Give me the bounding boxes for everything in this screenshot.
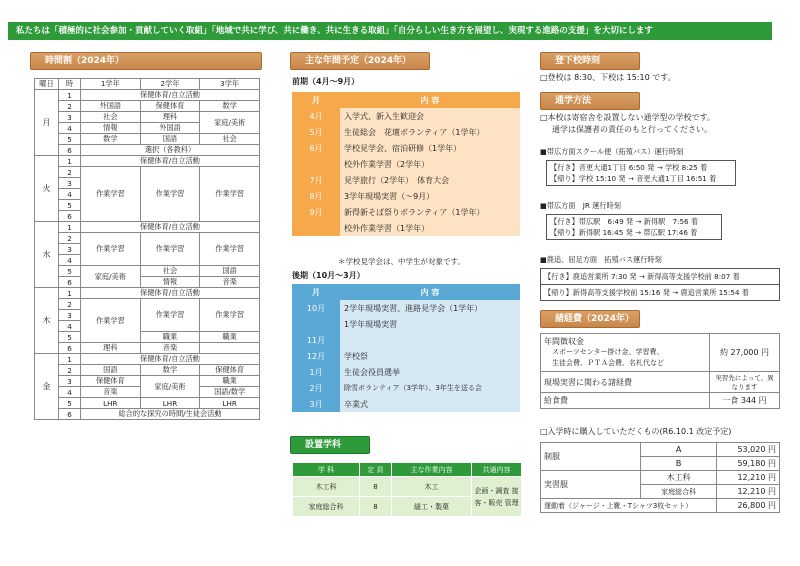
cell: 8 <box>359 477 391 497</box>
dept-header: 設置学科 <box>290 436 370 454</box>
th-month: 月 <box>292 92 340 108</box>
month: 11月 <box>292 332 340 348</box>
month: 10月 <box>292 300 340 316</box>
cell: 保健体育 <box>81 376 141 387</box>
event: 校外作業学習（2学年） <box>340 156 520 172</box>
th-content: 内 容 <box>340 284 520 300</box>
period: 4 <box>59 255 81 266</box>
th-day: 曜日 <box>35 79 59 90</box>
th-content: 内 容 <box>340 92 520 108</box>
cell: 数学 <box>200 101 260 112</box>
fee-value: 実習先によって、異なります <box>710 372 780 393</box>
cell: LHR <box>81 398 141 409</box>
event: 2学年現場実習、進路見学会（1学年） <box>340 300 520 316</box>
period: 3 <box>59 112 81 123</box>
event: 3学年現場実習（～9月） <box>340 188 520 204</box>
commute-l1: □本校は寄宿舎を設置しない通学型の学校です。 <box>540 113 715 122</box>
period: 3 <box>59 244 81 255</box>
price: 59,180 円 <box>717 457 780 471</box>
period: 5 <box>59 332 81 343</box>
cell: 音楽 <box>140 343 200 354</box>
event: 生徒総会 花壇ボランティア（1学年） <box>340 124 520 140</box>
sh-back: 【帰り】新得高等支援学校前 15:16 発 → 鹿追営業所 15:54 着 <box>544 288 749 297</box>
period: 4 <box>59 123 81 134</box>
cell: 作業学習 <box>81 167 141 222</box>
cell: 家庭総合科 <box>293 497 360 517</box>
period: 6 <box>59 277 81 288</box>
period: 5 <box>59 398 81 409</box>
period: 2 <box>59 101 81 112</box>
cell: 職業 <box>200 376 260 387</box>
commute-header: 通学方法 <box>540 92 640 110</box>
cell: 家庭/美術 <box>200 112 260 134</box>
cell: 保健体育 <box>140 101 200 112</box>
event: 見学旅行（2学年） 体育大会 <box>340 172 520 188</box>
cell: 国語/数学 <box>200 387 260 398</box>
bus-box <box>546 160 736 186</box>
cell: 外国語 <box>140 123 200 134</box>
event: 1学年現場実習 <box>340 316 520 332</box>
period: 6 <box>59 409 81 420</box>
cell: 家庭/美術 <box>81 266 141 288</box>
fee-desc: 生徒会費、ＰＴＡ会費、名札代など <box>552 359 664 367</box>
fees-table <box>540 333 780 409</box>
commute-l2: 通学は保護者の責任のもと行ってください。 <box>552 125 712 134</box>
cell: 選択（各教科） <box>81 145 260 156</box>
item: 運動着（ジャージ・上靴・Tシャツ3枚セット） <box>541 499 717 513</box>
period: 1 <box>59 156 81 167</box>
event: 学校祭 <box>340 348 520 364</box>
fee-value: 一食 344 円 <box>710 393 780 409</box>
th-period: 時 <box>59 79 81 90</box>
th: 定 員 <box>359 463 391 477</box>
first-half-table <box>292 92 520 236</box>
cell: 音楽 <box>81 387 141 398</box>
event: 生徒会役員選挙 <box>340 364 520 380</box>
period: 4 <box>59 387 81 398</box>
price: 26,800 円 <box>717 499 780 513</box>
variant: 家庭総合科 <box>641 485 717 499</box>
fees-header: 諸経費（2024年） <box>540 310 640 328</box>
cell: LHR <box>140 398 200 409</box>
cell <box>200 343 260 354</box>
bus-go: 【行き】音更大通1丁目 6:50 発 → 学校 8:25 着 <box>550 163 708 172</box>
period: 1 <box>59 222 81 233</box>
month: 1月 <box>292 364 340 380</box>
cell: 作業学習 <box>140 167 200 222</box>
fee-value: 約 27,000 円 <box>710 334 780 372</box>
th-g3: 3学年 <box>200 79 260 90</box>
day-wed: 水 <box>35 222 59 288</box>
cell: 国語 <box>81 365 141 376</box>
period: 1 <box>59 288 81 299</box>
cell: 職業 <box>200 332 260 343</box>
cell: 作業学習 <box>200 233 260 266</box>
cell: 保健体育/自立活動 <box>81 156 260 167</box>
fee-label: 現場実習に関わる諸経費 <box>541 372 710 393</box>
period: 1 <box>59 90 81 101</box>
cell: 作業学習 <box>140 299 200 332</box>
cell: 縫工・製菓 <box>392 497 472 517</box>
period: 6 <box>59 211 81 222</box>
event: 除雪ボランティア（3学年）、3年生を送る会 <box>340 380 520 396</box>
cell: 数学 <box>140 365 200 376</box>
day-fri: 金 <box>35 354 59 420</box>
period: 6 <box>59 145 81 156</box>
cell: 家庭/美術 <box>140 376 200 398</box>
variant: B <box>641 457 717 471</box>
cell: 木工科 <box>293 477 360 497</box>
cell: 保健体育 <box>200 365 260 376</box>
cell: 社会 <box>200 134 260 145</box>
bus-back: 【帰り】学校 15:10 発 → 音更大通1丁目 16:51 着 <box>550 174 717 183</box>
cell: 社会 <box>140 266 200 277</box>
cell: 木工 <box>392 477 472 497</box>
month: 5月 <box>292 124 340 140</box>
cell: 作業学習 <box>81 233 141 266</box>
jr-box <box>546 214 722 240</box>
cell: 理科 <box>140 112 200 123</box>
th-month: 月 <box>292 284 340 300</box>
month <box>292 156 340 172</box>
period: 5 <box>59 200 81 211</box>
jr-title: ■帯広方面 JR 運行時刻 <box>540 201 621 210</box>
annual-header: 主な年間予定（2024年） <box>290 52 430 70</box>
period: 3 <box>59 178 81 189</box>
cell: 保健体育/自立活動 <box>81 222 260 233</box>
day-tue: 火 <box>35 156 59 222</box>
month: 8月 <box>292 188 340 204</box>
day-thu: 木 <box>35 288 59 354</box>
cell: 理科 <box>81 343 141 354</box>
th-g2: 2学年 <box>140 79 200 90</box>
cell: 作業学習 <box>81 299 141 343</box>
day-mon: 月 <box>35 90 59 156</box>
item: 制服 <box>541 443 641 471</box>
cell: 数学 <box>81 134 141 145</box>
month <box>292 220 340 236</box>
fee-label: 給食費 <box>541 393 710 409</box>
timetable-header: 時間割（2024年） <box>30 52 262 70</box>
sh-title: ■鹿追、屈足方面 拓殖バス運行時刻 <box>540 255 662 264</box>
cell: 情報 <box>81 123 141 134</box>
cell: 保健体育/自立活動 <box>81 288 260 299</box>
fee-desc: スポーツセンター掛け金、学習費、 <box>552 348 664 356</box>
cell: 作業学習 <box>200 299 260 332</box>
price: 12,210 円 <box>717 471 780 485</box>
cell: LHR <box>200 398 260 409</box>
sh-go: 【行き】鹿追営業所 7:30 発 → 新得高等支援学校前 8:07 着 <box>541 269 779 285</box>
cell: 8 <box>359 497 391 517</box>
month: 2月 <box>292 380 340 396</box>
dept-table <box>292 462 522 517</box>
variant: A <box>641 443 717 457</box>
cell: 音楽 <box>200 277 260 288</box>
cell: 国語 <box>200 266 260 277</box>
note: ＊学校見学会は、中学生が対象です。 <box>338 257 465 266</box>
period: 3 <box>59 310 81 321</box>
purchase-table <box>540 442 780 513</box>
event <box>340 332 520 348</box>
month <box>292 316 340 332</box>
period: 5 <box>59 266 81 277</box>
variant: 木工科 <box>641 471 717 485</box>
cell: 作業学習 <box>200 167 260 222</box>
event: 入学式、新入生歓迎会 <box>340 108 520 124</box>
month: 12月 <box>292 348 340 364</box>
cell: 国語 <box>140 134 200 145</box>
th: 共通内容 <box>472 463 522 477</box>
cell: 作業学習 <box>140 233 200 266</box>
cell: 外国語 <box>81 101 141 112</box>
item: 実習服 <box>541 471 641 499</box>
th: 学 科 <box>293 463 360 477</box>
price: 53,020 円 <box>717 443 780 457</box>
price: 12,210 円 <box>717 485 780 499</box>
jr-go: 【行き】帯広駅 6:49 発 → 新得駅 7:56 着 <box>550 217 699 226</box>
event: 学校見学会、宿泊研修（1学年） <box>340 140 520 156</box>
event: 卒業式 <box>340 396 520 412</box>
month: 7月 <box>292 172 340 188</box>
purchase-title: □入学時に購入していただくもの(R6.10.1 改定予定) <box>540 427 732 436</box>
event: 校外作業学習（1学年） <box>340 220 520 236</box>
cell: 総合的な探究の時間/生徒会活動 <box>81 409 260 420</box>
month: 9月 <box>292 204 340 220</box>
month: 6月 <box>292 140 340 156</box>
second-half-table <box>292 284 520 412</box>
times-header: 登下校時刻 <box>540 52 640 70</box>
cell: 職業 <box>140 332 200 343</box>
th: 主な作業内容 <box>392 463 472 477</box>
period: 2 <box>59 365 81 376</box>
period: 4 <box>59 189 81 200</box>
period: 5 <box>59 134 81 145</box>
mission-banner: 私たちは「積極的に社会参加・貢献していく取組」「地域で共に学び、共に働き、共に生きる取組」「自分らしい生き方を展望し、実現する進路の支援」を大切にします <box>8 22 772 40</box>
cell: 情報 <box>140 277 200 288</box>
period: 2 <box>59 167 81 178</box>
event: 新得新そば祭りボランティア（1学年） <box>340 204 520 220</box>
period: 2 <box>59 299 81 310</box>
timetable <box>34 78 260 420</box>
cell: 企画・調査 接客・販売 管理 <box>472 477 522 517</box>
period: 2 <box>59 233 81 244</box>
th-g1: 1学年 <box>81 79 141 90</box>
period: 4 <box>59 321 81 332</box>
bus-title: ■帯広方面スクール便（拓殖バス）運行時刻 <box>540 147 684 156</box>
cell: 保健体育/自立活動 <box>81 90 260 101</box>
fee-label: 年間徴収金 <box>544 337 584 346</box>
period: 1 <box>59 354 81 365</box>
cell: 保健体育/自立活動 <box>81 354 260 365</box>
times-text: □登校は 8:30、下校は 15:10 です。 <box>540 73 676 82</box>
cell: 社会 <box>81 112 141 123</box>
sh-box <box>540 268 780 301</box>
month: 4月 <box>292 108 340 124</box>
second-half-label: 後期（10月～3月） <box>292 271 365 280</box>
period: 6 <box>59 343 81 354</box>
month: 3月 <box>292 396 340 412</box>
jr-back: 【帰り】新得駅 16:45 発 → 帯広駅 17:46 着 <box>550 228 698 237</box>
first-half-label: 前期（4月～9月） <box>292 77 360 86</box>
period: 3 <box>59 376 81 387</box>
